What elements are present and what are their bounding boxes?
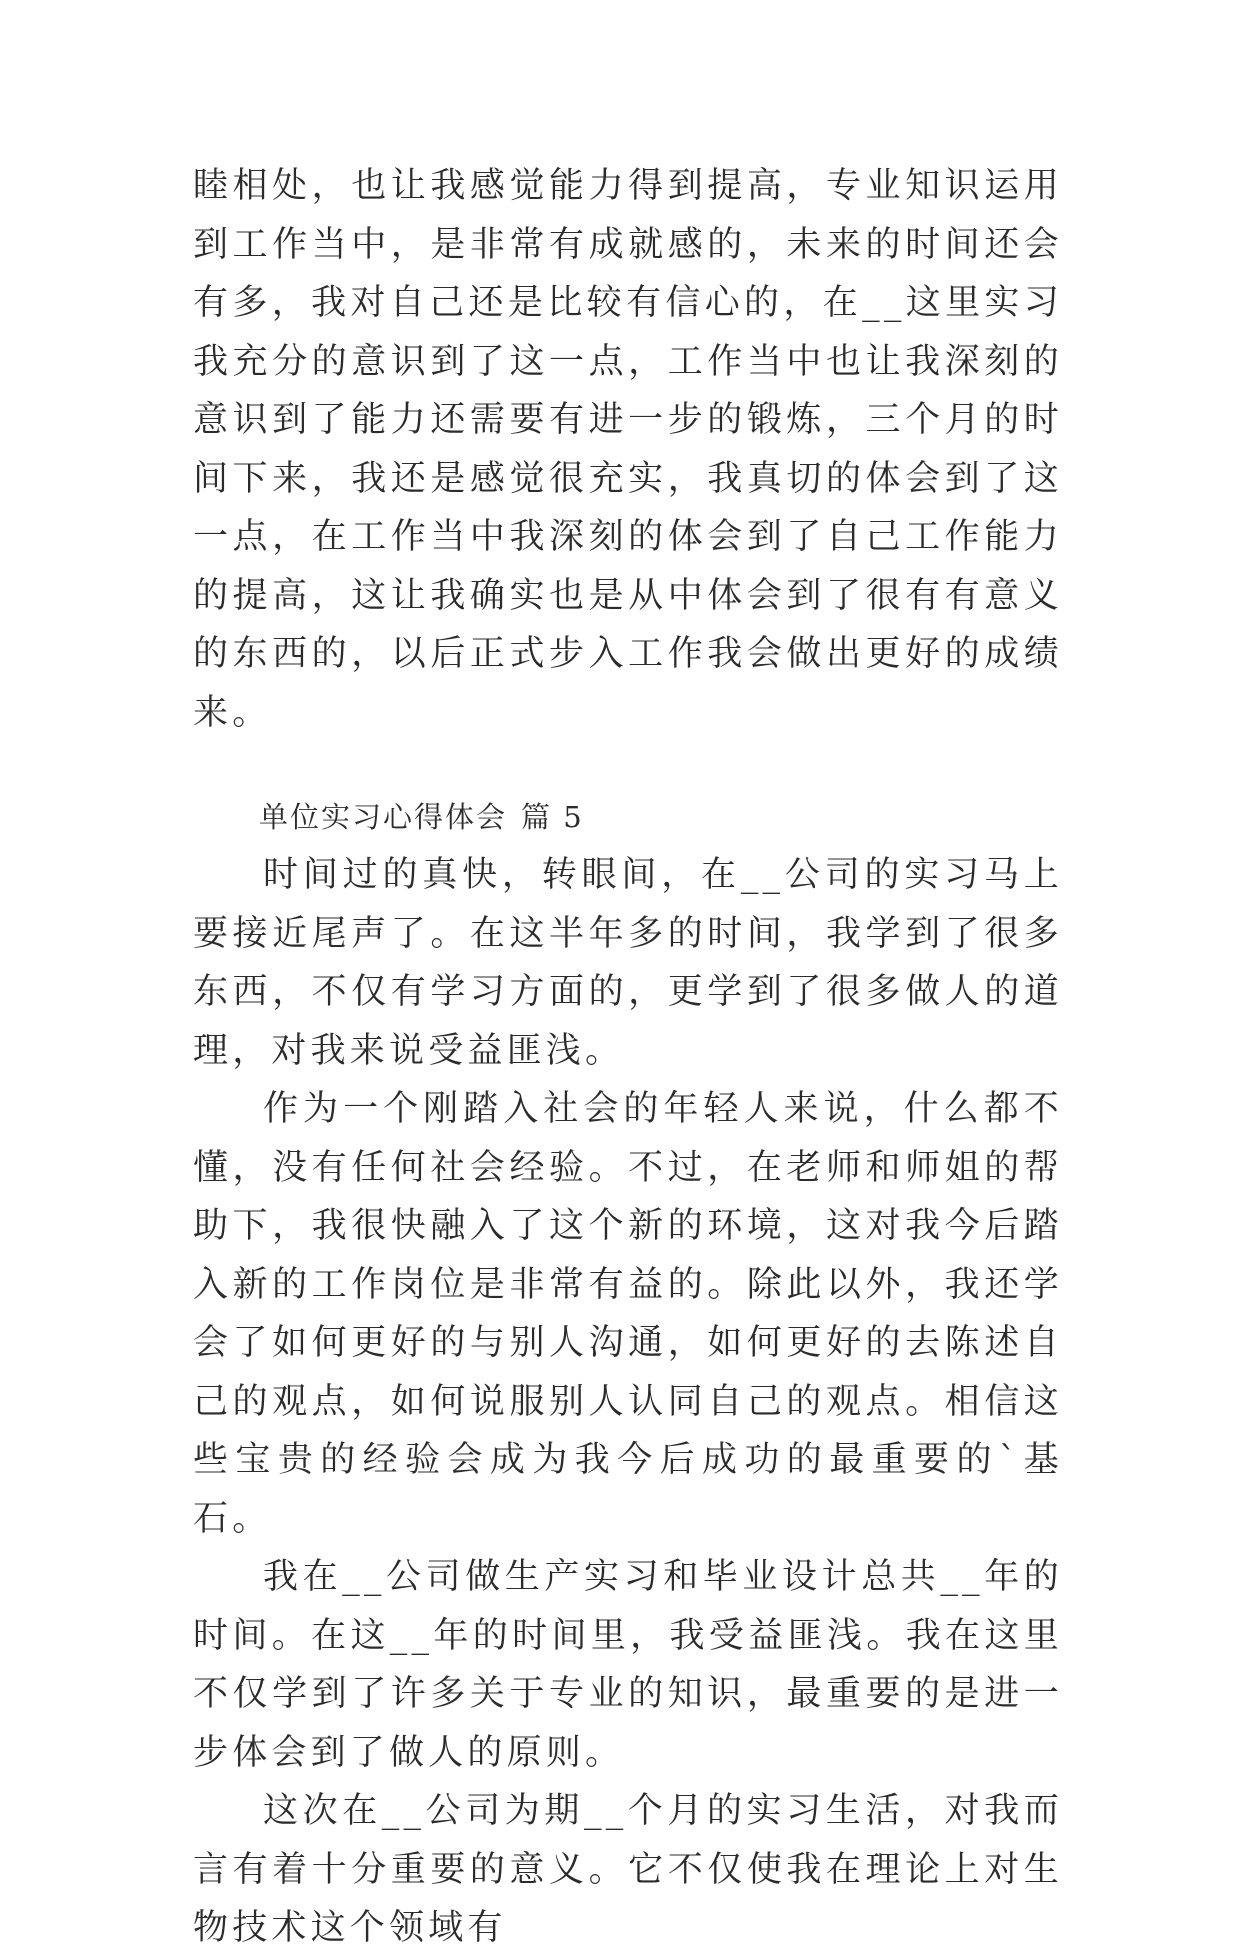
section-heading xyxy=(193,788,1063,846)
paragraph: 这次在__公司为期__个月的实习生活，对我而言有着十分重要的意义。它不仅使我在理论上对生物技术这个领域有 xyxy=(193,1791,1063,1948)
paragraph-continuation: 睦相处，也让我感觉能力得到提高，专业知识运用到工作当中，是非常有成就感的，未来的时间还会有多，我对自己还是比较有信心的，在__这里实习我充分的意识到了这一点，工作当中也让我深刻的意识到了能力还需要有进一步的锻炼，三个月的时间下来，我还是感觉很充实，我真切的体会到了这一点，在工作当中我深刻的体会到了自己工作能力的提高，这让我确实也是从中体会到了很有有意义的东西的，以后正式步入工作我会做出更好的成绩来。 xyxy=(193,166,1063,733)
section-heading-part: 篇 5 xyxy=(521,800,584,834)
document-body xyxy=(193,157,1063,1958)
paragraph: 作为一个刚踏入社会的年轻人来说，什么都不懂，没有任何社会经验。不过，在老师和师姐的帮助下，我很快融入了这个新的环境，这对我今后踏入新的工作岗位是非常有益的。除此以外，我还学会了如何更好的与别人沟通，如何更好的去陈述自己的观点，如何说服别人认同自己的观点。相信这些宝贵的经验会成为我今后成功的最重要的`基石。 xyxy=(193,1089,1063,1539)
paragraph: 我在__公司做生产实习和毕业设计总共__年的时间。在这__年的时间里，我受益匪浅。我在这里不仅学到了许多关于专业的知识，最重要的是进一步体会到了做人的原则。 xyxy=(193,1557,1063,1773)
paragraph: 时间过的真快，转眼间，在__公司的实习马上要接近尾声了。在这半年多的时间，我学到了很多东西，不仅有学习方面的，更学到了很多做人的道理，对我来说受益匪浅。 xyxy=(193,855,1063,1071)
section-heading-title: 单位实习心得体会 xyxy=(259,800,508,834)
